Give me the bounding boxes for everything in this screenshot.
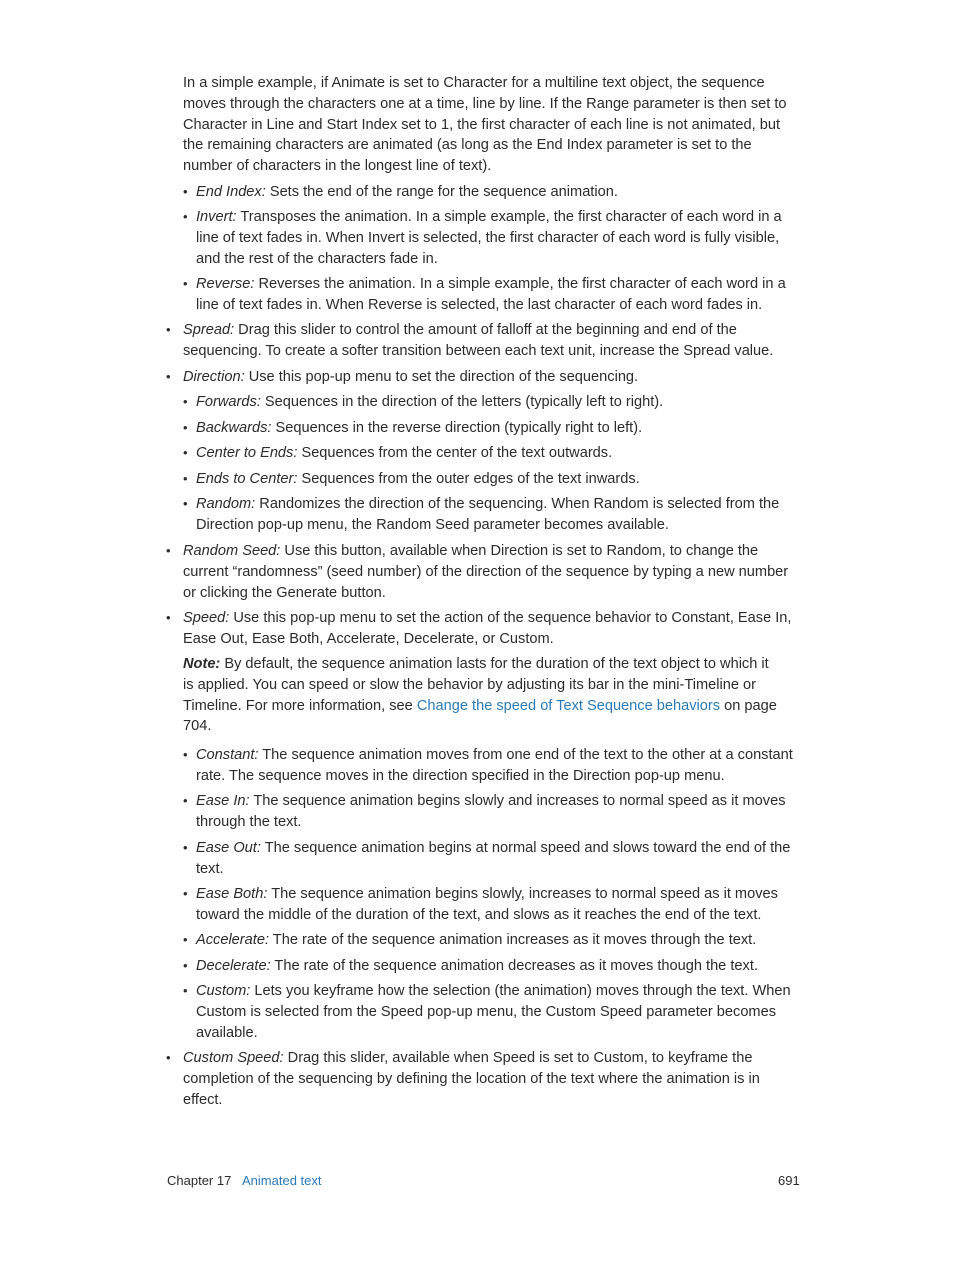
bullet: • bbox=[183, 840, 188, 855]
item-term: End Index: bbox=[196, 184, 266, 200]
bullet: • bbox=[183, 420, 188, 435]
list-item-spread bbox=[166, 320, 803, 362]
item-text: Drag this slider to control the amount of falloff at the beginning and end of the sequencing. To create a softer transition between each text unit, increase the Spread value. bbox=[183, 322, 774, 359]
footer-chapter-link[interactable]: Animated text bbox=[242, 1173, 322, 1188]
speed-behaviors-link[interactable]: Change the speed of Text Sequence behaviors bbox=[416, 697, 721, 714]
note-paragraph bbox=[183, 654, 783, 737]
bullet: • bbox=[183, 983, 188, 998]
item-text: Drag this slider, available when Speed is set to Custom, to keyframe the completion of the sequencing by defining the location of the text where the animation is in effect. bbox=[183, 1050, 760, 1108]
list-item-accelerate bbox=[183, 930, 800, 951]
item-text: Reverses the animation. In a simple example, the first character of each word in a line of text fades in. When Reverse is selected, the last character of each word fades in. bbox=[196, 276, 786, 313]
item-term: Custom Speed: bbox=[183, 1050, 284, 1066]
bullet: • bbox=[183, 209, 188, 224]
bullet: • bbox=[183, 394, 188, 409]
list-item-ends-to-center bbox=[183, 469, 800, 490]
list-item-custom bbox=[183, 981, 800, 1043]
item-text: Randomizes the direction of the sequencing. When Random is selected from the Direction pop-up menu, the Random Seed parameter becomes available. bbox=[196, 496, 780, 533]
bullet: • bbox=[183, 471, 188, 486]
bullet: • bbox=[183, 747, 188, 762]
bullet: • bbox=[166, 1050, 171, 1065]
bullet: • bbox=[166, 610, 171, 625]
item-text: The sequence animation moves from one end of the text to the other at a constant rate. The sequence moves in the direction specified in the Direction pop-up menu. bbox=[196, 747, 793, 784]
list-item-constant bbox=[183, 745, 800, 787]
list-item-end-index bbox=[183, 182, 800, 203]
bullet: • bbox=[166, 322, 171, 337]
item-term: Spread: bbox=[183, 322, 235, 338]
item-term: Forwards: bbox=[196, 394, 261, 410]
item-term: Accelerate: bbox=[196, 932, 270, 948]
note-text-before: By default, the sequence animation lasts for the duration of the text object to which it is applied. You can speed or slow the behavior by adjusting its bar in the mini-Timeline or Timeline. For more information, see bbox=[183, 656, 769, 714]
item-text: Sequences in the reverse direction (typically right to left). bbox=[271, 420, 643, 436]
footer-page-number: 691 bbox=[778, 1173, 800, 1188]
intro-paragraph: In a simple example, if Animate is set to Character for a multiline text object, the sequence moves through the characters one at a time, line by line. If the Range parameter is then set to Character in Line and Start Index set to 1, the first character of each line is not animated, but the remaining characters are animated (as long as the End Index parameter is set to the number of characters in the longest line of text). bbox=[183, 75, 787, 175]
bullet: • bbox=[183, 958, 188, 973]
item-term: Decelerate: bbox=[196, 958, 271, 974]
item-text: Sequences in the direction of the letters (typically left to right). bbox=[260, 394, 664, 410]
bullet: • bbox=[183, 184, 188, 199]
item-term: Speed: bbox=[183, 610, 230, 626]
list-item-ease-in bbox=[183, 791, 800, 833]
item-text: The rate of the sequence animation increases as it moves through the text. bbox=[269, 932, 757, 948]
list-item-backwards bbox=[183, 418, 800, 439]
item-term: Ends to Center: bbox=[196, 471, 298, 487]
item-text: The rate of the sequence animation decreases as it moves though the text. bbox=[270, 958, 758, 974]
item-text: Sets the end of the range for the sequence animation. bbox=[265, 184, 618, 200]
list-item-decelerate bbox=[183, 956, 800, 977]
item-term: Backwards: bbox=[196, 420, 272, 436]
list-item-reverse bbox=[183, 274, 800, 316]
item-text: The sequence animation begins slowly, increases to normal speed as it moves toward the middle of the duration of the text, and slows as it reaches the end of the text. bbox=[196, 886, 778, 923]
item-term: Direction: bbox=[183, 369, 245, 385]
list-item-random-seed bbox=[166, 541, 803, 603]
list-item-ease-both bbox=[183, 884, 800, 926]
list-item-speed bbox=[166, 608, 803, 650]
item-text: Use this pop-up menu to set the direction of the sequencing. bbox=[244, 369, 639, 385]
item-term: Random Seed: bbox=[183, 543, 281, 559]
footer-chapter: Chapter 17 bbox=[167, 1173, 232, 1188]
bullet: • bbox=[183, 496, 188, 511]
item-term: Custom: bbox=[196, 983, 251, 999]
bullet: • bbox=[183, 793, 188, 808]
bullet: • bbox=[166, 543, 171, 558]
bullet: • bbox=[183, 886, 188, 901]
list-item-custom-speed bbox=[166, 1048, 803, 1110]
item-text: The sequence animation begins slowly and increases to normal speed as it moves through the text. bbox=[196, 793, 786, 830]
item-text: Transposes the animation. In a simple example, the first character of each word in a line of text fades in. When Invert is selected, the first character of each word is fully visible, and the rest of the characters fade in. bbox=[196, 209, 782, 267]
list-item-ease-out bbox=[183, 838, 800, 880]
list-item-forwards bbox=[183, 392, 800, 413]
item-term: Reverse: bbox=[196, 276, 255, 292]
item-term: Random: bbox=[196, 496, 256, 512]
bullet: • bbox=[183, 445, 188, 460]
item-term: Constant: bbox=[196, 747, 259, 763]
item-term: Center to Ends: bbox=[196, 445, 298, 461]
list-item-invert bbox=[183, 207, 800, 269]
item-text: The sequence animation begins at normal speed and slows toward the end of the text. bbox=[196, 840, 791, 877]
item-text: Use this pop-up menu to set the action of the sequence behavior to Constant, Ease In, Ease Out, Ease Both, Accelerate, Decelerate, or Custom. bbox=[183, 610, 792, 647]
item-term: Invert: bbox=[196, 209, 237, 225]
note-label: Note: bbox=[183, 656, 221, 672]
item-term: Ease Both: bbox=[196, 886, 268, 902]
item-text: Sequences from the center of the text outwards. bbox=[297, 445, 613, 461]
bullet: • bbox=[183, 276, 188, 291]
item-term: Ease Out: bbox=[196, 840, 261, 856]
list-item-center-to-ends bbox=[183, 443, 800, 464]
item-term: Ease In: bbox=[196, 793, 250, 809]
list-item-random bbox=[183, 494, 800, 536]
bullet: • bbox=[166, 369, 171, 384]
item-text: Use this button, available when Direction is set to Random, to change the current “randomness” (seed number) of the direction of the sequence by typing a new number or clicking the Generate button. bbox=[183, 543, 789, 601]
item-text: Sequences from the outer edges of the text inwards. bbox=[297, 471, 640, 487]
note-text-after: on page 704. bbox=[183, 697, 777, 735]
bullet: • bbox=[183, 932, 188, 947]
item-text: Lets you keyframe how the selection (the animation) moves through the text. When Custom is selected from the Speed pop-up menu, the Custom Speed parameter becomes available. bbox=[196, 983, 791, 1041]
list-item-direction bbox=[166, 367, 803, 388]
